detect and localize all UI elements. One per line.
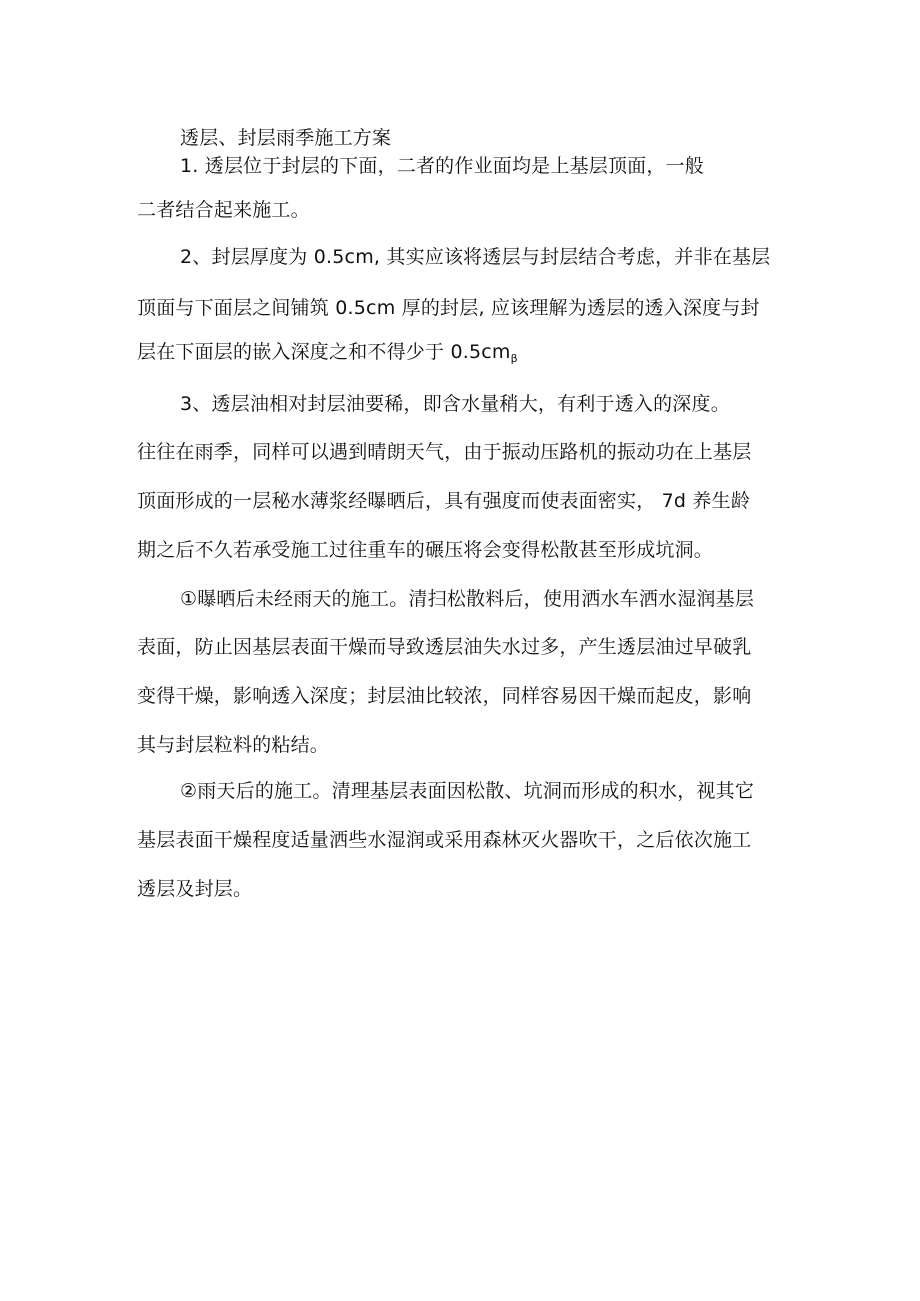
paragraph-4-line-3: 变得干燥，影响透入深度；封层油比较浓，同样容易因干燥而起皮，影响 [137, 685, 752, 707]
paragraph-2-line-3 [137, 340, 518, 371]
paragraph-3-line-2: 往往在雨季，同样可以遇到晴朗天气，由于振动压路机的振动功在上基层 [137, 441, 752, 463]
paragraph-2-line-1: 2、封层厚度为 0.5cm, 其实应该将透层与封层结合考虑，并非在基层 [180, 246, 771, 268]
paragraph-1-line-1: 1. 透层位于封层的下面，二者的作业面均是上基层顶面，一般 [180, 155, 704, 177]
document-title: 透层、封层雨季施工方案 [180, 127, 392, 149]
paragraph-4-line-1: ①曝晒后未经雨天的施工。清扫松散料后，使用洒水车洒水湿润基层 [180, 588, 755, 610]
paragraph-1-line-2: 二者结合起来施工。 [137, 199, 310, 221]
paragraph-3-line-3: 顶面形成的一层秘水薄浆经曝晒后，具有强度而使表面密实， 7d 养生龄 [137, 490, 751, 512]
paragraph-5-line-2: 基层表面干燥程度适量洒些水湿润或采用森林灭火器吹干，之后依次施工 [137, 829, 752, 851]
paragraph-2-line-3-text: 层在下面层的嵌入深度之和不得少于 0.5cm [137, 341, 511, 363]
subscript-beta: β [510, 352, 518, 365]
paragraph-3-line-1: 3、透层油相对封层油要稀，即含水量稍大，有利于透入的深度。 [180, 393, 730, 415]
paragraph-5-line-3: 透层及封层。 [137, 878, 253, 900]
paragraph-5-line-1: ②雨天后的施工。清理基层表面因松散、坑洞而形成的积水，视其它 [180, 780, 755, 802]
paragraph-3-line-4: 期之后不久若承受施工过往重车的碾压将会变得松散甚至形成坑洞。 [137, 539, 714, 561]
paragraph-4-line-2: 表面，防止因基层表面干燥而导致透层油失水过多，产生透层油过早破乳 [137, 636, 752, 658]
paragraph-4-line-4: 其与封层粒料的粘结。 [137, 734, 330, 756]
paragraph-2-line-2: 顶面与下面层之间铺筑 0.5cm 厚的封层, 应该理解为透层的透入深度与封 [137, 297, 760, 319]
